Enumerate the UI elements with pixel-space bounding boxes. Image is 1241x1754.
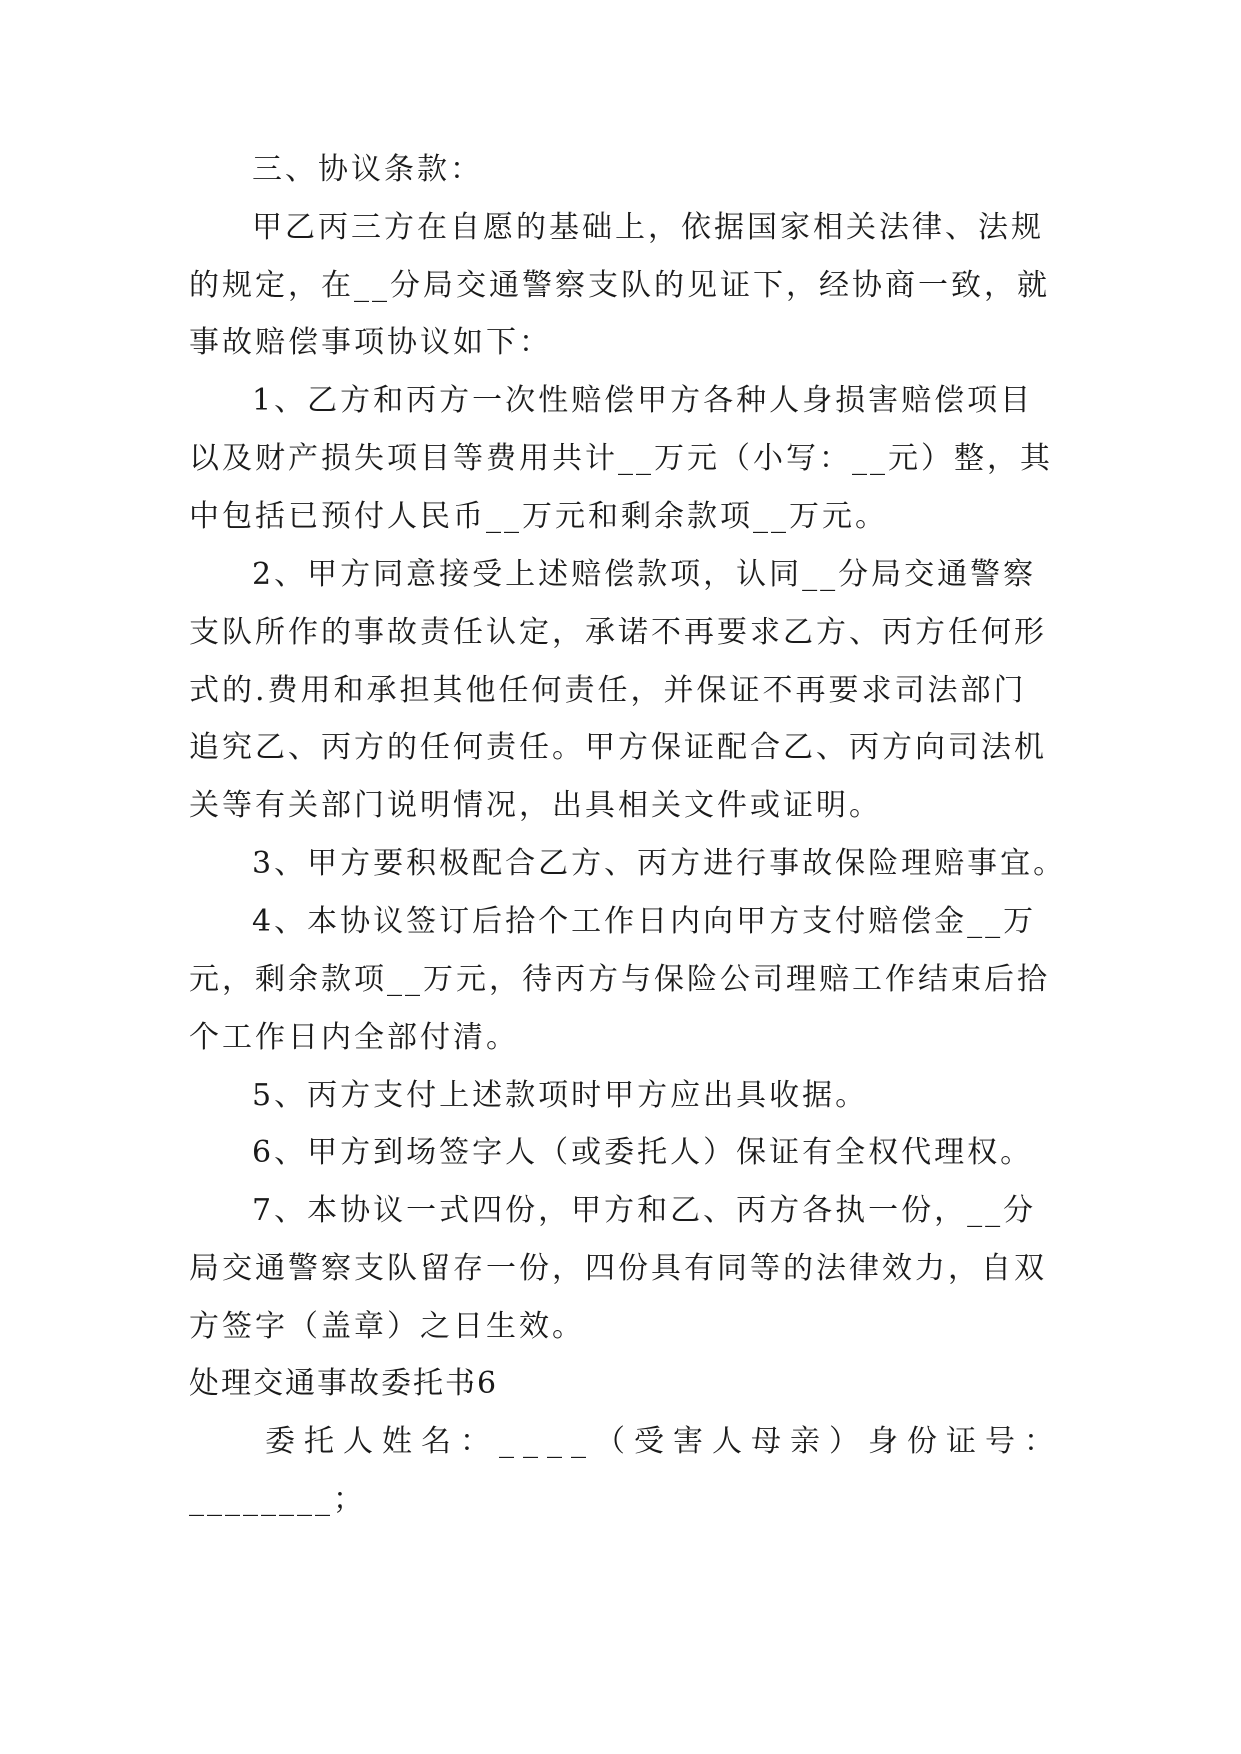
clause-1-line: 以及财产损失项目等费用共计__万元（小写：__元）整，其	[189, 441, 1053, 476]
clause-7-line: 局交通警察支队留存一份，四份具有同等的法律效力，自双	[189, 1251, 1047, 1286]
principal-info-line: 委托人姓名：____（受害人母亲）身份证号：	[265, 1424, 1063, 1459]
id-number-blank-line: ________；	[189, 1482, 366, 1517]
clause-1-line: 1、乙方和丙方一次性赔偿甲方各种人身损害赔偿项目	[252, 383, 1034, 418]
clause-2-line: 追究乙、丙方的任何责任。甲方保证配合乙、丙方向司法机	[189, 730, 1047, 765]
clause-3-line: 3、甲方要积极配合乙方、丙方进行事故保险理赔事宜。	[252, 846, 1067, 881]
clause-7-line: 7、本协议一式四份，甲方和乙、丙方各执一份，__分	[252, 1193, 1037, 1228]
clause-4-line: 4、本协议签订后拾个工作日内向甲方支付赔偿金__万	[252, 904, 1037, 939]
clause-4-line: 元，剩余款项__万元，待丙方与保险公司理赔工作结束后拾	[189, 962, 1050, 997]
paragraph-line: 的规定，在__分局交通警察支队的见证下，经协商一致，就	[189, 268, 1050, 303]
clause-2-line: 支队所作的事故责任认定，承诺不再要求乙方、丙方任何形	[189, 615, 1047, 650]
clause-2-line: 2、甲方同意接受上述赔偿款项，认同__分局交通警察	[252, 557, 1037, 592]
clause-7-line: 方签字（盖章）之日生效。	[189, 1309, 585, 1344]
paragraph-line: 甲乙丙三方在自愿的基础上，依据国家相关法律、法规	[252, 210, 1044, 245]
clause-1-line: 中包括已预付人民币__万元和剩余款项__万元。	[189, 499, 888, 534]
clause-6-line: 6、甲方到场签字人（或委托人）保证有全权代理权。	[252, 1135, 1034, 1170]
section-heading-agreement-terms: 三、协议条款：	[252, 152, 483, 187]
clause-2-line: 式的.费用和承担其他任何责任，并保证不再要求司法部门	[189, 673, 1027, 708]
clause-5-line: 5、丙方支付上述款项时甲方应出具收据。	[252, 1078, 869, 1113]
clause-4-line: 个工作日内全部付清。	[189, 1020, 519, 1055]
paragraph-line: 事故赔偿事项协议如下：	[189, 325, 552, 360]
clause-2-line: 关等有关部门说明情况，出具相关文件或证明。	[189, 788, 882, 823]
section-title-power-of-attorney: 处理交通事故委托书6	[189, 1366, 499, 1401]
